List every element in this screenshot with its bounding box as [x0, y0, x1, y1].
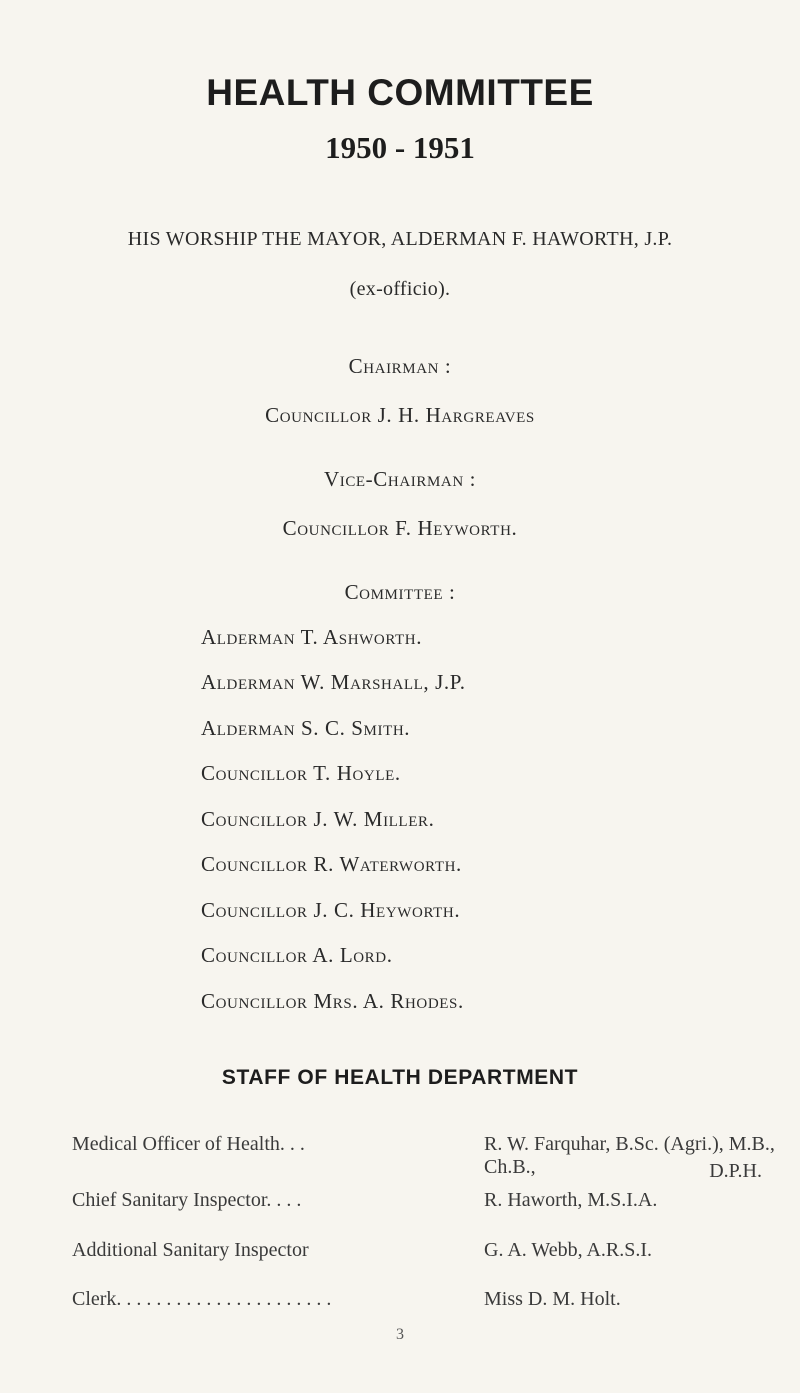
staff-name: R. Haworth, M.S.I.A.	[484, 1189, 658, 1211]
years-heading: 1950 - 1951	[325, 130, 475, 165]
staff-name: Miss D. M. Holt.	[484, 1288, 621, 1310]
committee-member: Councillor J. W. Miller.	[201, 807, 435, 831]
committee-member: Councillor R. Waterworth.	[201, 852, 462, 876]
committee-member: Councillor Mrs. A. Rhodes.	[201, 989, 464, 1013]
vice-chairman-name: Councillor F. Heyworth.	[282, 516, 518, 540]
chairman-name: Councillor J. H. Hargreaves	[265, 403, 535, 427]
ex-officio-note: (ex-officio).	[349, 278, 451, 300]
committee-member: Alderman W. Marshall, J.P.	[201, 670, 466, 694]
vice-chairman-heading: Vice-Chairman :	[323, 467, 477, 491]
staff-role: Chief Sanitary Inspector. . . .	[72, 1189, 302, 1211]
staff-heading: STAFF OF HEALTH DEPARTMENT	[221, 1066, 579, 1089]
chairman-heading: Chairman :	[348, 354, 452, 378]
committee-member: Councillor J. C. Heyworth.	[201, 898, 461, 922]
ex-officio-line: HIS WORSHIP THE MAYOR, ALDERMAN F. HAWORTH, J.P.	[127, 228, 673, 250]
committee-member: Councillor A. Lord.	[201, 943, 393, 967]
staff-name: G. A. Webb, A.R.S.I.	[484, 1239, 653, 1261]
staff-role: Medical Officer of Health. . .	[72, 1133, 305, 1155]
page-title: HEALTH COMMITTEE	[206, 72, 594, 113]
staff-name: R. W. Farquhar, B.Sc. (Agri.), M.B., Ch.B.,	[484, 1133, 775, 1178]
staff-role: Clerk. . . . . . . . . . . . . . . . . . . . . .	[72, 1288, 332, 1310]
committee-heading: Committee :	[344, 580, 456, 604]
committee-member: Alderman S. C. Smith.	[201, 716, 411, 740]
committee-member: Councillor T. Hoyle.	[201, 761, 401, 785]
staff-role: Additional Sanitary Inspector	[72, 1239, 309, 1261]
staff-name-continued: D.P.H.	[709, 1160, 762, 1182]
committee-member: Alderman T. Ashworth.	[201, 625, 423, 649]
page-number: 3	[396, 1326, 404, 1343]
